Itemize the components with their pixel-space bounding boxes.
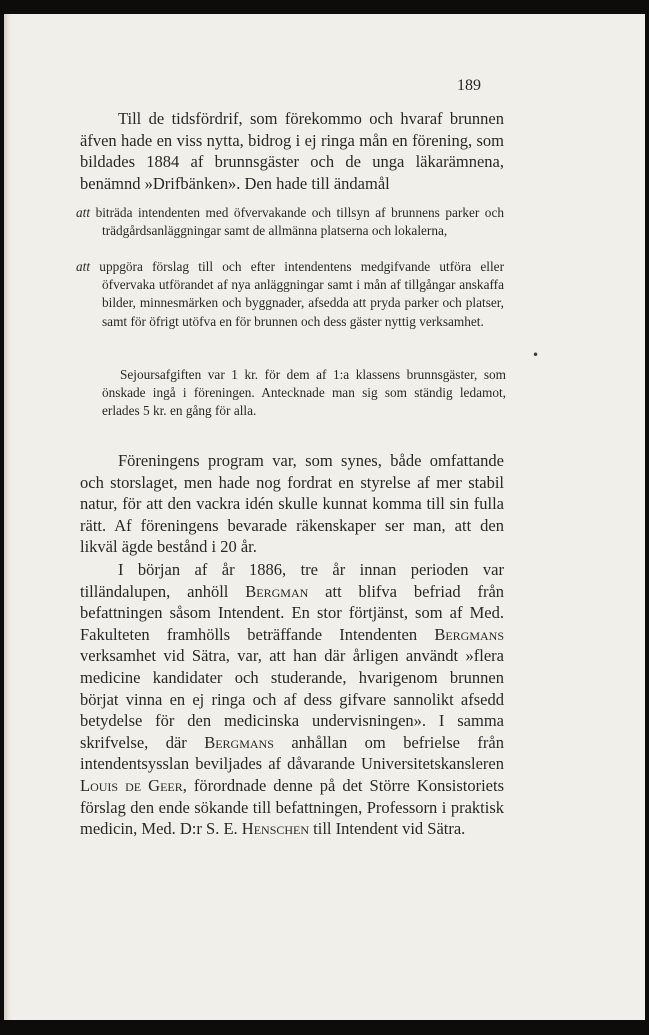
aim-item-1 <box>76 204 504 240</box>
final-text-2: att blifva befriad från befattningen såsom Intendent. En stor förtjänst, som af Med. Fakulteten framhölls beträffande Intendenten <box>80 581 505 644</box>
page-edge-shadow <box>4 14 12 1020</box>
book-page <box>4 14 645 1020</box>
final-text-1: I början af år 1886, tre år innan perioden var tilländalupen, anhöll <box>80 560 504 601</box>
program-paragraph: Föreningens program var, som synes, både omfattande och storslaget, men hade nog fordrat en styrelse af mer stabil natur, för att den vackra idén skulle kunnat komma till sin fulla rätt. Af föreningens bevarade räkenskaper ser man, att den likväl ägde bestånd i 20 år. <box>80 451 504 557</box>
final-text-3: verksamhet vid Sätra, var, att han där årligen användt »flera medicine kandidater och studerande, hvarigenom brunnen börjat vinna en ej ringa och af dess gifvare sannolikt afsedd betydelse för den medicinska undervisningen». I samma skrifvelse, där <box>80 646 504 752</box>
aim-marker-1: att <box>76 205 91 220</box>
page-number: 189 <box>457 77 481 94</box>
aim-item-2 <box>76 258 504 331</box>
person-name-henschen: Henschen <box>241 819 310 839</box>
final-paragraph <box>80 559 504 840</box>
person-name-bergmans-2: Bergmans <box>204 732 274 752</box>
final-text-5: , förordnade denne på det Större Konsistoriets förslag den ende sökande till befattningen, Professorn i praktisk medicin, Med. D:r S. E. <box>80 775 504 839</box>
person-name-louis-de-geer: Louis de Geer <box>80 775 183 795</box>
margin-mark: • <box>532 348 540 362</box>
aim-marker-2: att <box>76 259 91 274</box>
final-text-4: anhållan om befrielse från intendentsysslan beviljades af dåvarande Universitetskansleren <box>80 732 504 774</box>
intro-paragraph: Till de tidsfördrif, som förekommo och hvaraf brunnen äfven hade en viss nytta, bidrog i ej ringa mån en förening, som bildades 1884 af brunnsgäster och de unga läkarämnena, benämnd »Drifbänken». Den hade till ändamål <box>80 109 504 193</box>
final-text-6: till Intendent vid Sätra. <box>313 819 466 839</box>
person-name-bergmans-1: Bergmans <box>434 624 504 644</box>
aim-text-1: biträda intendenten med öfvervakande och tillsyn af brunnens parker och trädgårdsanläggningar samt de allmänna platserna och lokalerna, <box>95 205 504 239</box>
fee-paragraph: Sejoursafgiften var 1 kr. för dem af 1:a klassens brunnsgäster, som önskade ingå i föreningen. Antecknade man sig som ständig ledamot, erlades 5 kr. en gång för alla. <box>102 367 506 419</box>
person-name-bergman: Bergman <box>245 581 309 601</box>
aim-text-2: uppgöra förslag till och efter intendentens medgifvande utföra eller öfvervaka utförandet af nya anläggningar samt i mån af tillgångar anskaffa bilder, minnesmärken och byggnader, afsedda att pryda parker och platser, samt för öfrigt utöfva en för brunnen och dess gäster nyttig verksamhet. <box>99 259 505 329</box>
